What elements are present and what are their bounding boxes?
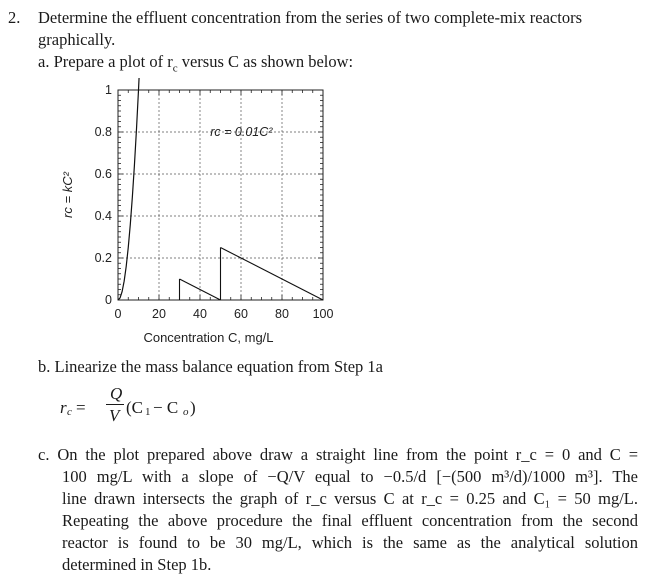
part-c-line: reactor is found to be 30 mg/L, which is the same as the analytical solution [62,533,638,552]
part-a-text: a. Prepare a plot of $r_c$ versus C as shown below: [38,52,354,75]
part-c-line: Repeating the above procedure the final effluent concentration from the second [62,511,638,530]
intro-line-2: graphically. [38,30,116,49]
curve-annotation: rc = 0.01C² [210,125,273,139]
y-axis-label: rc = kC² [60,172,75,218]
x-axis-label: Concentration C, mg/L [143,330,274,345]
x-tick-label: 20 [152,307,166,321]
x-tick-label: 80 [275,307,289,321]
part-b-text: b. Linearize the mass balance equation from Step 1a [38,357,383,376]
x-tick-label: 100 [312,307,334,321]
x-tick-label: 40 [193,307,207,321]
mass-balance-equation: r c = Q V (C 1 − C o ) [60,384,196,425]
chart-svg [58,78,358,348]
y-tick-label: 0 [105,293,112,307]
y-tick-label: 0.2 [94,251,112,265]
x-tick-label: 60 [234,307,248,321]
y-tick-label: 0.4 [94,209,112,223]
construction-line [221,248,324,301]
y-tick-label: 0.8 [94,125,112,139]
chart [58,78,358,348]
problem-number: 2. [8,8,21,27]
part-c-line: line drawn intersects the graph of r_c versus C at r_c = 0.25 and C₁ = 50 mg/L. [62,489,638,508]
part-c-line: 100 mg/L with a slope of −Q/V equal to −0.5/d [−(500 m³/d)/1000 m³]. The [62,467,638,486]
y-tick-label: 0.6 [94,167,112,181]
intro-line-1: Determine the effluent concentration from the series of two complete-mix reactors [38,8,582,27]
part-c-line: c. On the plot prepared above draw a straight line from the point r_c = 0 and C = [38,445,638,464]
y-tick-label: 1 [105,83,112,97]
x-tick-label: 0 [114,307,122,321]
part-c-line: determined in Step 1b. [62,555,212,574]
